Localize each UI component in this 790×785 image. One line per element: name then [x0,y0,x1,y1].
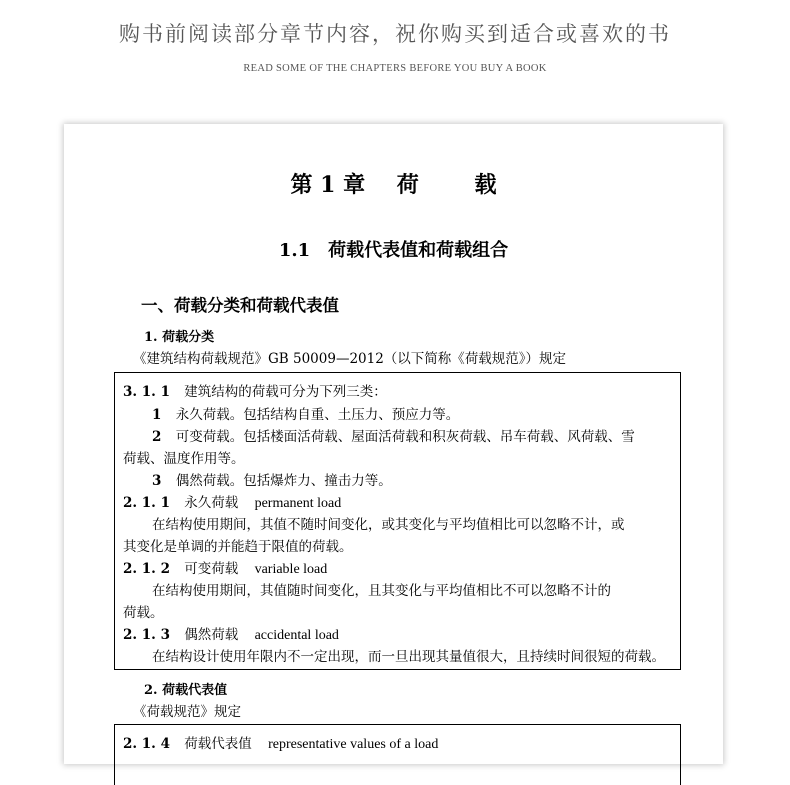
clause-term-english: variable load [254,562,328,577]
clause-number: 2. 1. 3 [123,627,170,643]
subheading-representative-values: 2. 荷载代表值 [144,683,228,698]
clause-number: 3. 1. 1 [123,384,170,400]
clause-number: 2. 1. 1 [123,495,170,511]
clause-term-english: permanent load [254,496,342,511]
chapter-title-char-1: 荷 [396,172,419,198]
clause-term: 荷载代表值 [184,736,252,752]
intro-paragraph-2: 《荷载规范》规定 [133,704,241,720]
clause-number: 2. 1. 2 [123,561,170,577]
list-item-number: 1 [152,407,162,423]
list-item [152,425,635,445]
clause-body: 荷载。 [123,605,164,621]
clause-body: 其变化是单调的并能趋于限值的荷载。 [123,539,353,555]
heading-load-classification: 一、荷载分类和荷载代表值 [141,296,339,315]
clause-2-1-1 [123,491,341,512]
clause-body: 在结构设计使用年限内不一定出现，而一旦出现其量值很大，且持续时间很短的荷载。 [152,649,665,665]
clause-2-1-2 [123,557,327,578]
banner-subtitle: READ SOME OF THE CHAPTERS BEFORE YOU BUY A BOOK [243,63,547,74]
document-page [64,124,723,764]
clause-2-1-3 [123,623,339,644]
list-item-text: 永久荷载。包括结构自重、土压力、预应力等。 [175,407,460,423]
clause-text: 建筑结构的荷载可分为下列三类： [184,384,387,400]
clause-term: 偶然荷载 [184,627,239,643]
section-title: 1.1 荷载代表值和荷载组合 [278,240,509,261]
intro-paragraph-1: 《建筑结构荷载规范》GB 50009—2012（以下简称《荷载规范》）规定 [133,351,567,367]
code-excerpt-box-2 [114,724,681,785]
list-item [152,403,459,423]
list-item-number: 3 [152,473,162,489]
chapter-title [64,168,723,199]
list-item-text: 可变荷载。包括楼面活荷载、屋面活荷载和积灰荷载、吊车荷载、风荷载、雪 [175,429,635,445]
subheading-load-categories: 1. 荷载分类 [144,330,215,345]
chapter-title-char-2: 载 [474,172,497,198]
clause-term-english: accidental load [254,628,339,643]
clause-number: 2. 1. 4 [123,736,170,752]
clause-body: 在结构使用期间，其值随时间变化，且其变化与平均值相比不可以忽略不计的 [152,583,611,599]
list-item-continuation: 荷载、温度作用等。 [123,451,245,467]
clause-3-1-1 [123,380,387,400]
chapter-number: 第 1 章 [290,172,366,198]
clause-term: 永久荷载 [184,495,239,511]
banner-title: 购书前阅读部分章节内容，祝你购买到适合或喜欢的书 [119,22,671,46]
clause-body: 在结构使用期间，其值不随时间变化，或其变化与平均值相比可以忽略不计，或 [152,517,625,533]
clause-term-english: representative values of a load [268,737,439,752]
clause-term: 可变荷载 [184,561,239,577]
list-item-number: 2 [152,429,162,445]
list-item-text: 偶然荷载。包括爆炸力、撞击力等。 [175,473,392,489]
code-excerpt-box-1 [114,372,681,670]
list-item [152,469,392,489]
